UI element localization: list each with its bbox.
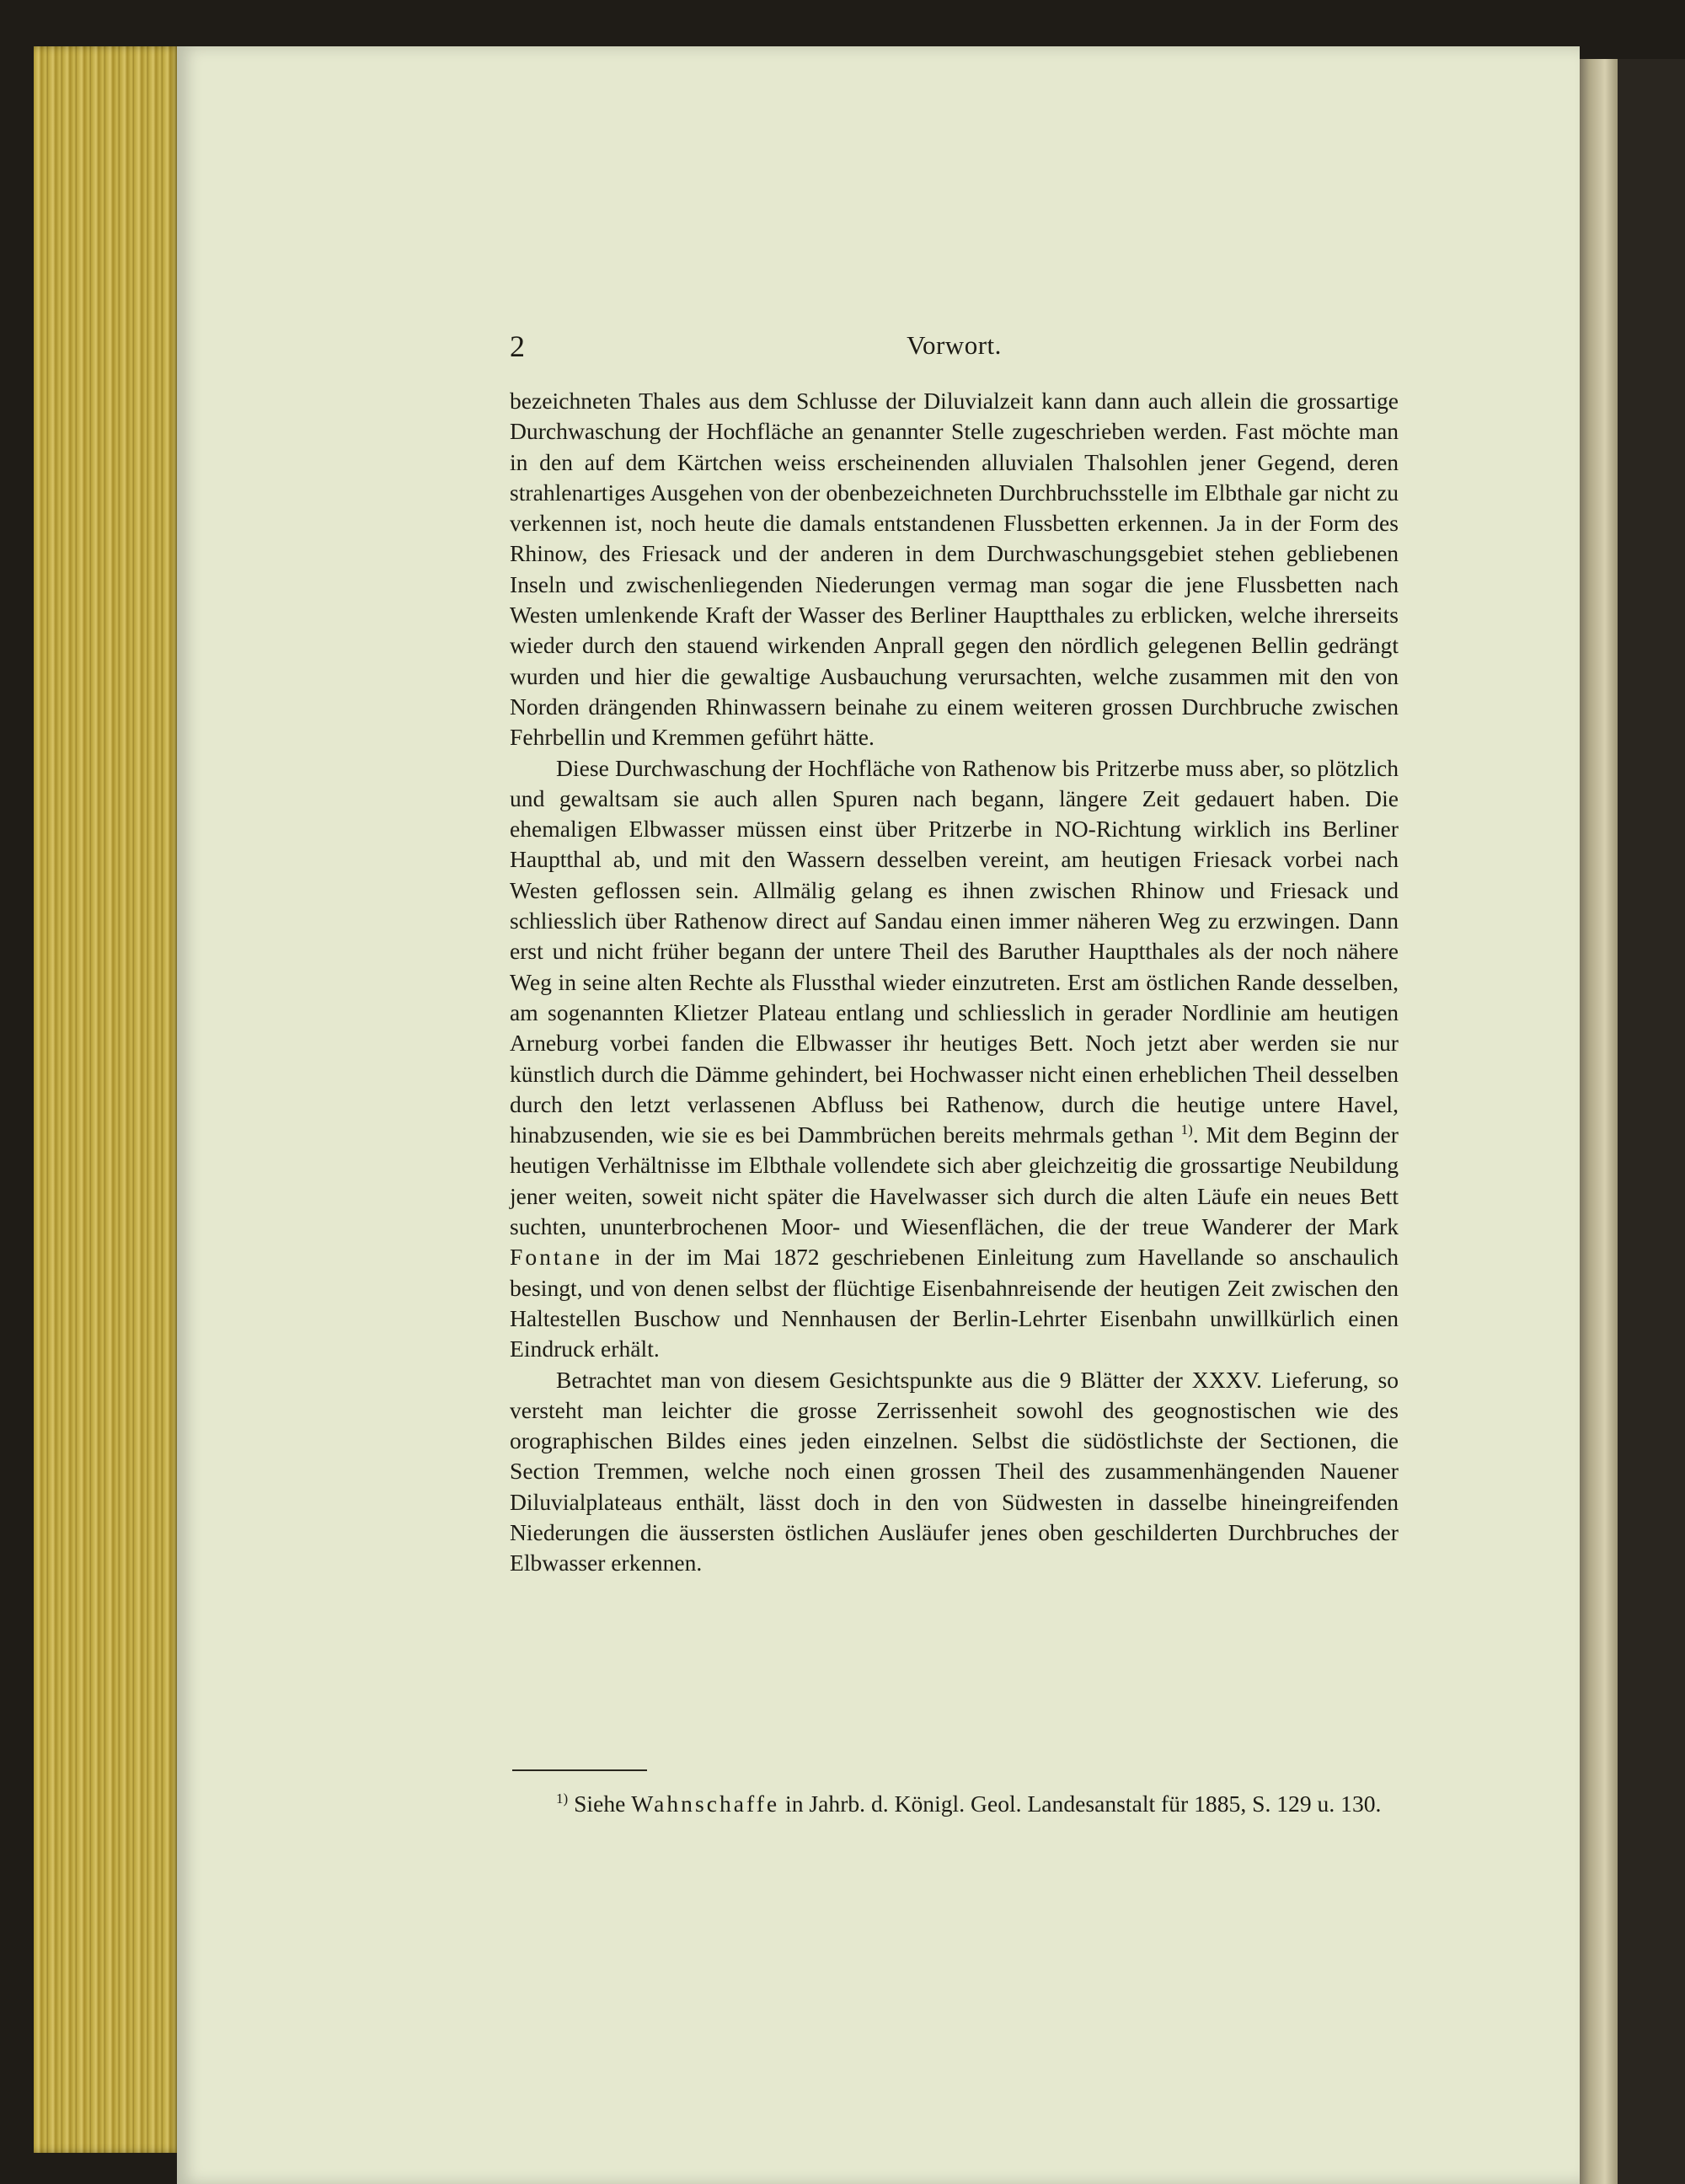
- footnote-author: Wahnschaffe: [631, 1791, 780, 1817]
- paragraph-2-part-1: Diese Durchwaschung der Hochfläche von Rathenow bis Pritzerbe muss aber, so plötzlich und gewaltsam sie auch allen Spuren nach begann, längere Zeit gedauert haben. Die ehemaligen Elbwasser müssen einst über Pritzerbe in NO-Richtung wirklich ins Berliner Hauptthal ab, und mit den Wassern desselben vereint, am heutigen Friesack vorbei nach Westen geflossen sein. Allmälig gelang es ihnen zwischen Rhinow und Friesack und schliesslich über Rathenow direct auf Sandau einen immer näheren Weg zu erzwingen. Dann erst und nicht früher begann der untere Theil des Baruther Hauptthales als der noch nähere Weg in seine alten Rechte als Flussthal wieder einzutreten. Erst am östlichen Rande desselben, am sogenannten Klietzer Plateau entlang und schliesslich in gerader Nordlinie am heutigen Arneburg vorbei fanden die Elbwasser ihr heutiges Bett. Noch jetzt aber werden sie nur künstlich durch die Dämme gehindert, bei Hochwasser nicht einen erheblichen Theil desselben durch den letzt verlassenen Abfluss bei Rathenow, durch die heutige untere Havel, hinabzusenden, wie sie es bei Dammbrüchen bereits mehrmals gethan: [510, 754, 1399, 1148]
- footnote-text-before: Siehe: [574, 1791, 626, 1817]
- scan-background: [1618, 59, 1685, 2184]
- paragraph-3: Betrachtet man von diesem Gesichtspunkte aus die 9 Blätter der XXXV. Lieferung, so versteht man leichter die grosse Zerrissenheit sowohl des geognostischen wie des orographischen Bildes eines jeden einzelnen. Selbst die südöstlichste der Sectionen, die Section Tremmen, welche noch einen grossen Theil des zusammenhängenden Nauener Diluvialplateaus enthält, lässt doch in den von Südwesten in dasselbe hineingreifenden Niederungen die äussersten östlichen Ausläufer jenes oben geschilderten Durchbruches der Elbwasser erkennen.: [510, 1366, 1399, 1576]
- paragraph-2: [510, 753, 1399, 1365]
- footnote-text-after: in Jahrb. d. Königl. Geol. Landesanstalt für 1885, S. 129 u. 130.: [785, 1791, 1382, 1817]
- footnote-text: [510, 1789, 1399, 1819]
- paragraph-1: bezeichneten Thales aus dem Schlusse der Diluvialzeit kann dann auch allein die grossartige Durchwaschung der Hochfläche an genannter Stelle zugeschrieben werden. Fast möchte man in den auf dem Kärtchen weiss erscheinenden alluvialen Thalsohlen jener Gegend, deren strahlenartiges Ausgehen von der obenbezeichneten Durchbruchsstelle im Elbthale gar nicht zu verkennen ist, noch heute die damals entstandenen Flussbetten erkennen. Ja in der Form des Rhinow, des Friesack und der anderen in dem Durchwaschungsgebiet stehen gebliebenen Inseln und zwischenliegenden Niederungen vermag man sogar die jene Flussbetten nach Westen umlenkende Kraft der Wasser des Berliner Hauptthales zu erblicken, welche ihrerseits wieder durch den stauend wirkenden Anprall gegen den nördlich gelegenen Bellin gedrängt wurden und hier die gewaltige Ausbauchung verursachten, welche zusammen mit den von Norden drängenden Rhinwassern beinahe zu einem weiteren grossen Durchbruche zwischen Fehrbellin und Kremmen geführt hätte.: [510, 388, 1399, 751]
- book-page-edges: [34, 46, 181, 2153]
- running-title: Vorwort.: [907, 330, 1002, 360]
- footnote: [510, 1789, 1399, 1819]
- author-name-fontane: Fontane: [510, 1244, 602, 1271]
- page-number: 2: [510, 329, 525, 363]
- footnote-reference: 1): [1180, 1121, 1193, 1138]
- footnote-marker: 1): [556, 1791, 569, 1807]
- paragraph-2-part-3: in der im Mai 1872 geschriebenen Einleitung zum Havellande so anschaulich besingt, und von denen selbst der flüchtige Eisenbahnreisende der heutigen Zeit zwischen den Haltestellen Buschow und Nennhausen der Berlin-Lehrter Eisenbahn unwillkürlich einen Eindruck erhält.: [510, 1244, 1399, 1362]
- facing-page-edge: [1580, 59, 1618, 2184]
- page-header: [510, 329, 1399, 371]
- paragraph-2-part-2: . Mit dem Beginn der heutigen Verhältnisse im Elbthale vollendete sich aber gleichzeitig die grossartige Neubildung jener weiten, soweit nicht später die Havelwasser sich durch die alten Läufe ein neues Bett suchten, ununterbrochenen Moor- und Wiesenflächen, die der treue Wanderer der Mark: [510, 1121, 1399, 1240]
- body-text: [510, 386, 1399, 1579]
- footnote-divider: [512, 1769, 647, 1771]
